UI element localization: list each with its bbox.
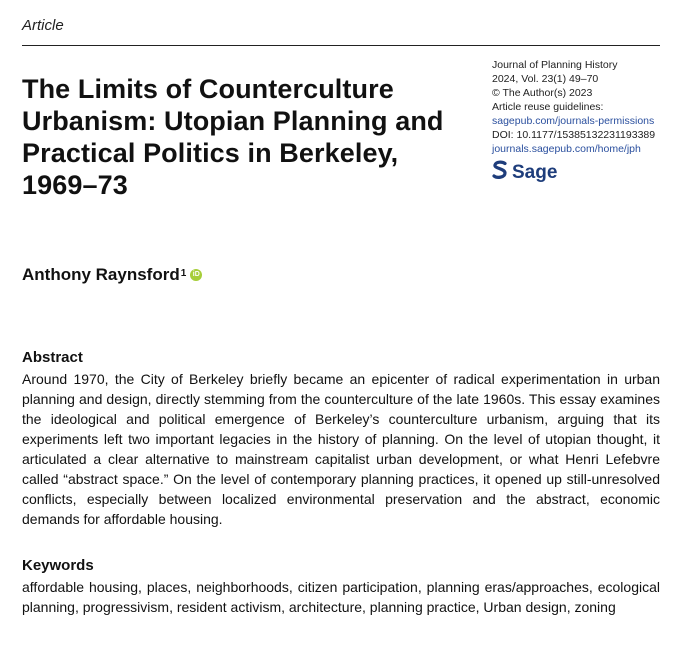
abstract-text: Around 1970, the City of Berkeley briefly became an epicenter of radical experimentation in urban planning and design, directly stemming from the counterculture of the late 1960s. This essay examines the ideological and political emergence of Berkeley’s counterculture urbanism, arguing that its experiments left two important legacies in the history of planning. On the level of utopian thought, it articulated a clear alternative to mainstream capitalist urban development, or what Henri Lefebvre called “abstract space.” On the level of contemporary planning practices, it opened up still-unresolved conflicts, especially between localized environmental preservation and the abstract, economic demands for affordable housing. [22, 371, 660, 527]
journal-link[interactable]: journals.sagepub.com/home/jph [492, 143, 641, 155]
article-type-label: Article [22, 17, 64, 34]
doi: DOI: 10.1177/15385132231193389 [492, 129, 656, 141]
copyright: © The Author(s) 2023 [492, 87, 593, 99]
keywords-text: affordable housing, places, neighborhoods, citizen participation, planning eras/approaches, ecological planning, progressivism, resident activism, architecture, planning practice, Urban design, zoning [22, 579, 660, 615]
journal-meta [492, 58, 672, 156]
author-line [22, 265, 202, 285]
header-rule [22, 45, 660, 46]
sage-logo-text: Sage [512, 162, 558, 183]
orcid-icon[interactable]: iD [190, 269, 202, 281]
abstract-heading: Abstract [22, 349, 83, 366]
article-title: The Limits of Counterculture Urbanism: Utopian Planning and Practical Politics in Berkeley, 1969–73 [22, 74, 444, 200]
sage-logo [492, 160, 557, 186]
volume-info: 2024, Vol. 23(1) 49–70 [492, 73, 599, 85]
sage-s-icon [492, 160, 508, 186]
keywords-heading: Keywords [22, 557, 94, 574]
reuse-label: Article reuse guidelines: [492, 101, 604, 113]
journal-name: Journal of Planning History [492, 59, 618, 71]
reuse-link[interactable]: sagepub.com/journals-permissions [492, 115, 655, 127]
author-name: Anthony Raynsford [22, 265, 180, 284]
affiliation-marker: 1 [180, 267, 187, 279]
